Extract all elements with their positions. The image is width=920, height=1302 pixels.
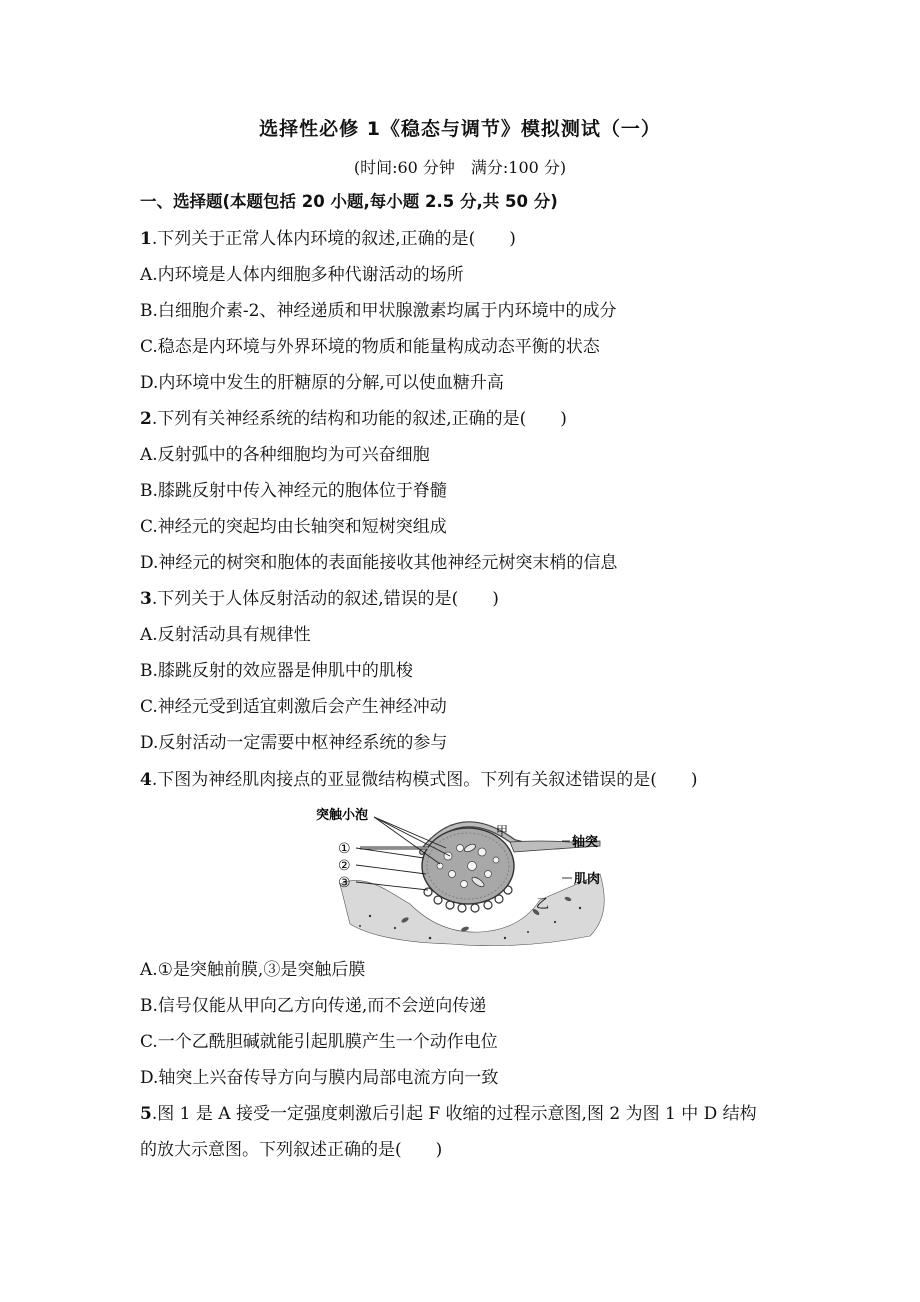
question-number: 2 (140, 409, 152, 429)
question-4-option-b: B.信号仅能从甲向乙方向传递,而不会逆向传递 (140, 996, 487, 1016)
label-yi: 乙 (536, 897, 550, 912)
question-5-stem-continued: 的放大示意图。下列叙述正确的是( ) (140, 1140, 443, 1160)
question-4-option-c: C.一个乙酰胆碱就能引起肌膜产生一个动作电位 (140, 1032, 498, 1052)
section-heading: 一、选择题(本题包括 20 小题,每小题 2.5 分,共 50 分) (140, 192, 558, 211)
question-3-option-b: B.膝跳反射的效应器是伸肌中的肌梭 (140, 661, 413, 681)
question-3-option-d: D.反射活动一定需要中枢神经系统的参与 (140, 733, 448, 753)
question-text: .图 1 是 A 接受一定强度刺激后引起 F 收缩的过程示意图,图 2 为图 1 中 D 结构 (151, 1104, 757, 1124)
question-2-stem (140, 407, 567, 431)
page-title: 选择性必修 1《稳态与调节》模拟测试（一） (259, 118, 661, 140)
label-jia: 甲 (496, 824, 509, 838)
question-1-option-a: A.内环境是人体内细胞多种代谢活动的场所 (140, 265, 464, 285)
question-number: 1 (140, 229, 152, 249)
question-text: .下列关于正常人体内环境的叙述,正确的是( ) (151, 229, 516, 249)
label-membrane-1: ① (338, 841, 351, 857)
label-membrane-3: ③ (338, 875, 351, 891)
question-number: 4 (140, 770, 152, 790)
label-muscle: 肌肉 (574, 872, 601, 887)
question-1-option-b: B.白细胞介素-2、神经递质和甲状腺激素均属于内环境中的成分 (140, 301, 617, 321)
question-2-option-d: D.神经元的树突和胞体的表面能接收其他神经元树突末梢的信息 (140, 553, 618, 573)
label-membrane-2: ② (338, 858, 351, 874)
label-axon: 轴突 (572, 835, 599, 850)
question-4-stem (140, 768, 698, 792)
question-4-option-d: D.轴突上兴奋传导方向与膜内局部电流方向一致 (140, 1068, 499, 1088)
exam-info: (时间:60 分钟 满分:100 分) (353, 158, 567, 177)
label-synaptic-vesicle: 突触小泡 (316, 808, 369, 823)
question-2-option-b: B.膝跳反射中传入神经元的胞体位于脊髓 (140, 481, 447, 501)
question-3-option-c: C.神经元受到适宜刺激后会产生神经冲动 (140, 697, 447, 717)
question-1-stem (140, 227, 516, 251)
question-2-option-a: A.反射弧中的各种细胞均为可兴奋细胞 (140, 445, 430, 465)
question-3-option-a: A.反射活动具有规律性 (140, 625, 311, 645)
question-text: .下列关于人体反射活动的叙述,错误的是( ) (151, 589, 499, 609)
question-text: .下图为神经肌肉接点的亚显微结构模式图。下列有关叙述错误的是( ) (151, 770, 698, 790)
question-text: .下列有关神经系统的结构和功能的叙述,正确的是( ) (151, 409, 567, 429)
question-number: 5 (140, 1104, 152, 1124)
question-number: 3 (140, 589, 152, 609)
question-1-option-d: D.内环境中发生的肝糖原的分解,可以使血糖升高 (140, 373, 504, 393)
question-5-stem (140, 1102, 757, 1126)
question-1-option-c: C.稳态是内环境与外界环境的物质和能量构成动态平衡的状态 (140, 337, 600, 357)
neuromuscular-junction-diagram (300, 804, 620, 946)
question-4-option-a: A.①是突触前膜,③是突触后膜 (140, 960, 366, 980)
question-3-stem (140, 587, 499, 611)
question-2-option-c: C.神经元的突起均由长轴突和短树突组成 (140, 517, 447, 537)
